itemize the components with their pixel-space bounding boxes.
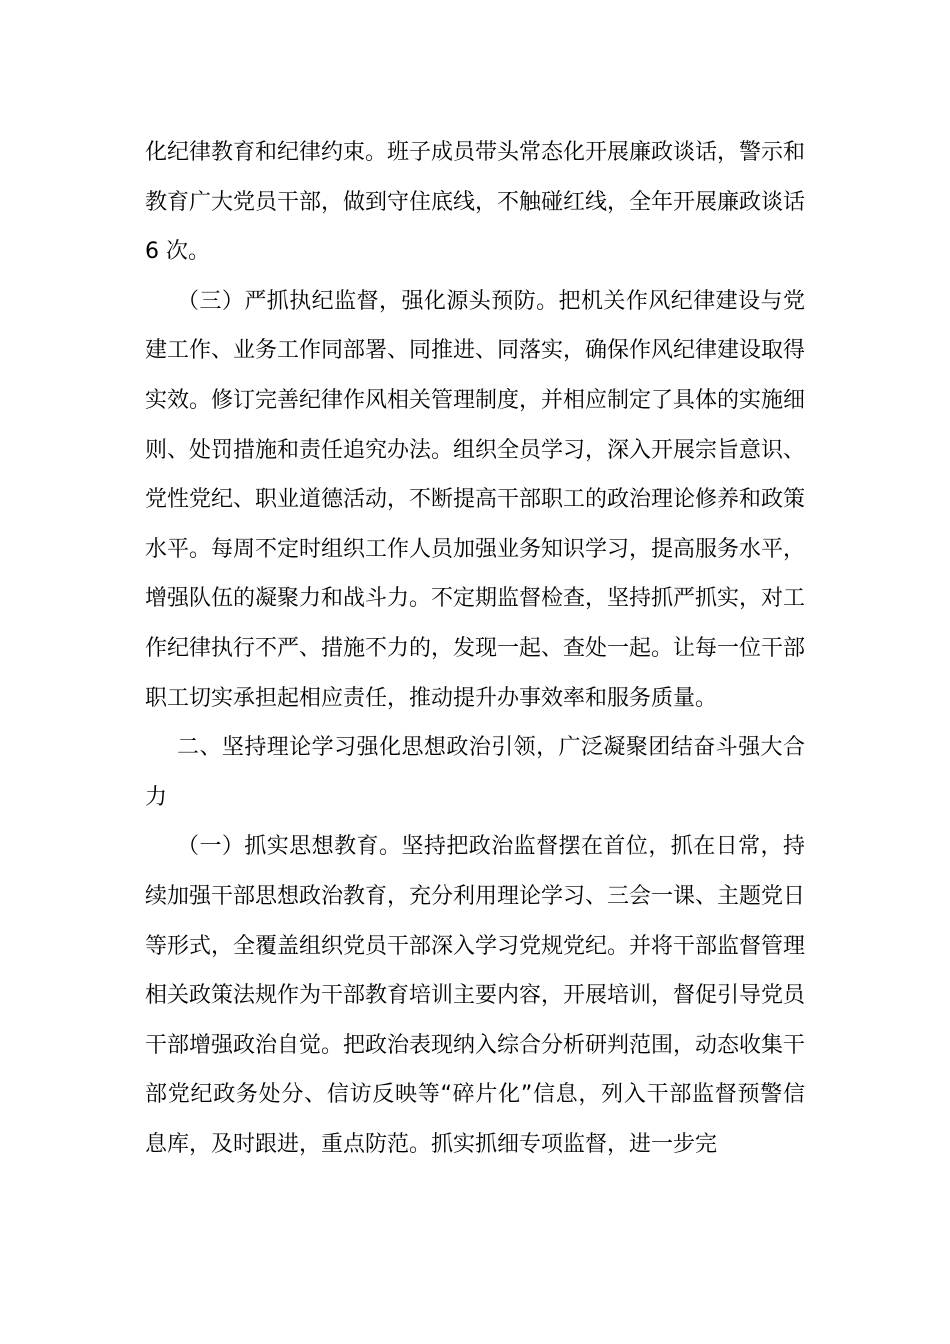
paragraph-discipline-education: 化纪律教育和纪律约束。班子成员带头常态化开展廉政谈话，警示和教育广大党员干部，做到守住底线，不触碰红线，全年开展廉政谈话 6 次。 [145, 140, 806, 265]
paragraph-section-three-supervision: （三）严抓执纪监督，强化源头预防。把机关作风纪律建设与党建工作、业务工作同部署、同推进、同落实，确保作风纪律建设取得实效。修订完善纪律作风相关管理制度，并相应制定了具体的实施细则、处罚措施和责任追究办法。组织全员学习，深入开展宗旨意识、党性党纪、职业道德活动，不断提高干部职工的政治理论修养和政策水平。每周不定时组织工作人员加强业务知识学习，提高服务水平，增强队伍的凝聚力和战斗力。不定期监督检查，坚持抓严抓实，对工作纪律执行不严、措施不力的，发现一起、查处一起。让每一位干部职工切实承担起相应责任，推动提升办事效率和服务质量。 [145, 288, 806, 711]
document-body [145, 128, 805, 1169]
paragraph-section-one-ideology: （一）抓实思想教育。坚持把政治监督摆在首位，抓在日常，持续加强干部思想政治教育，充分利用理论学习、三会一课、主题党日等形式，全覆盖组织党员干部深入学习党规党纪。并将干部监督管理相关政策法规作为干部教育培训主要内容，开展培训，督促引导党员干部增强政治自觉。把政治表现纳入综合分析研判范围，动态收集干部党纪政务处分、信访反映等“碎片化”信息，列入干部监督预警信息库，及时跟进，重点防范。抓实抓细专项监督，进一步完 [145, 834, 806, 1157]
section-heading-two: 二、坚持理论学习强化思想政治引领，广泛凝聚团结奋斗强大合力 [145, 735, 805, 810]
